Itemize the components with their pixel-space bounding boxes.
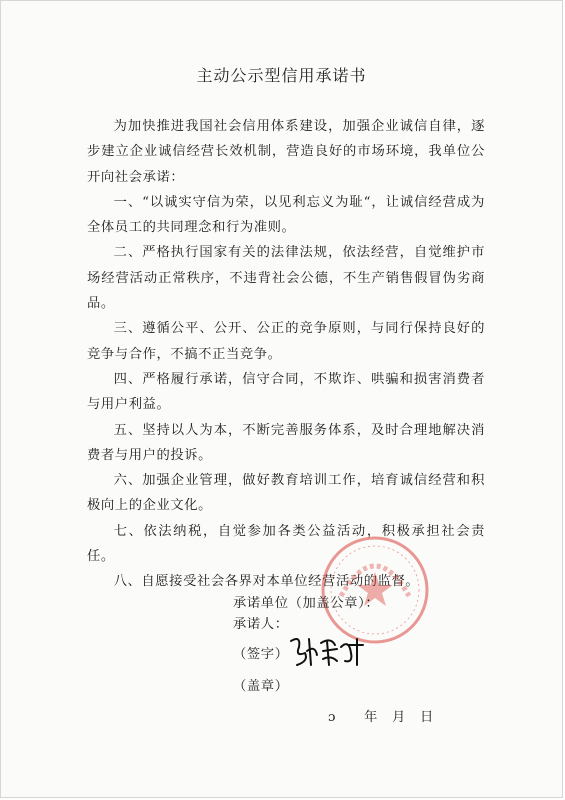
document-title: 主动公示型信用承诺书 [196,66,367,85]
date-mark: ɔ [328,710,336,725]
promisor-label: 承诺人： [233,617,289,632]
paragraph-5: 五、坚持以人为本，不断完善服务体系，及时合理地解决消费者与用户的投诉。 [87,422,485,463]
date-line [328,706,433,725]
paragraph-6: 六、加强企业管理，做好教育培训工作，培育诚信经营和积极向上的企业文化。 [87,473,485,514]
paragraph-3: 三、遵循公平、公开、公正的竞争原则，与同行保持良好的竞争与合作，不搞不正当竞争。 [87,321,485,362]
stamp-label: （盖章） [233,679,289,694]
date-day: 日 [420,710,434,725]
date-year: 年 [364,710,378,725]
promising-unit-label: 承诺单位（加盖公章）： [233,596,380,611]
date-month: 月 [392,710,406,725]
paragraph-8: 八、自愿接受社会各界对本单位经营活动的监督。 [113,574,420,590]
signature-label: （签字） [233,647,289,662]
paragraph-4: 四、严格履行承诺，信守合同，不欺诈、哄骗和损害消费者与用户利益。 [87,371,485,413]
paragraph-7: 七、依法纳税，自觉参加各类公益活动，积极承担社会责任。 [87,523,485,565]
handwritten-signature [287,631,367,671]
paragraph-intro: 为加快推进我国社会信用体系建设，加强企业诚信自律，逐步建立企业诚信经营长效机制，营造良好的市场环境，我单位公开向社会承诺： [87,119,485,185]
commitment-body [87,114,485,595]
paragraph-2: 二、严格执行国家有关的法律法规，依法经营，自觉维护市场经营活动正常秩序，不违背社会公德，不生产销售假冒伪劣商品。 [87,245,485,312]
paragraph-1: 一、“以诚实守信为荣，以见利忘义为耻“，让诚信经营成为全体员工的共同理念和行为准则。 [87,194,485,236]
